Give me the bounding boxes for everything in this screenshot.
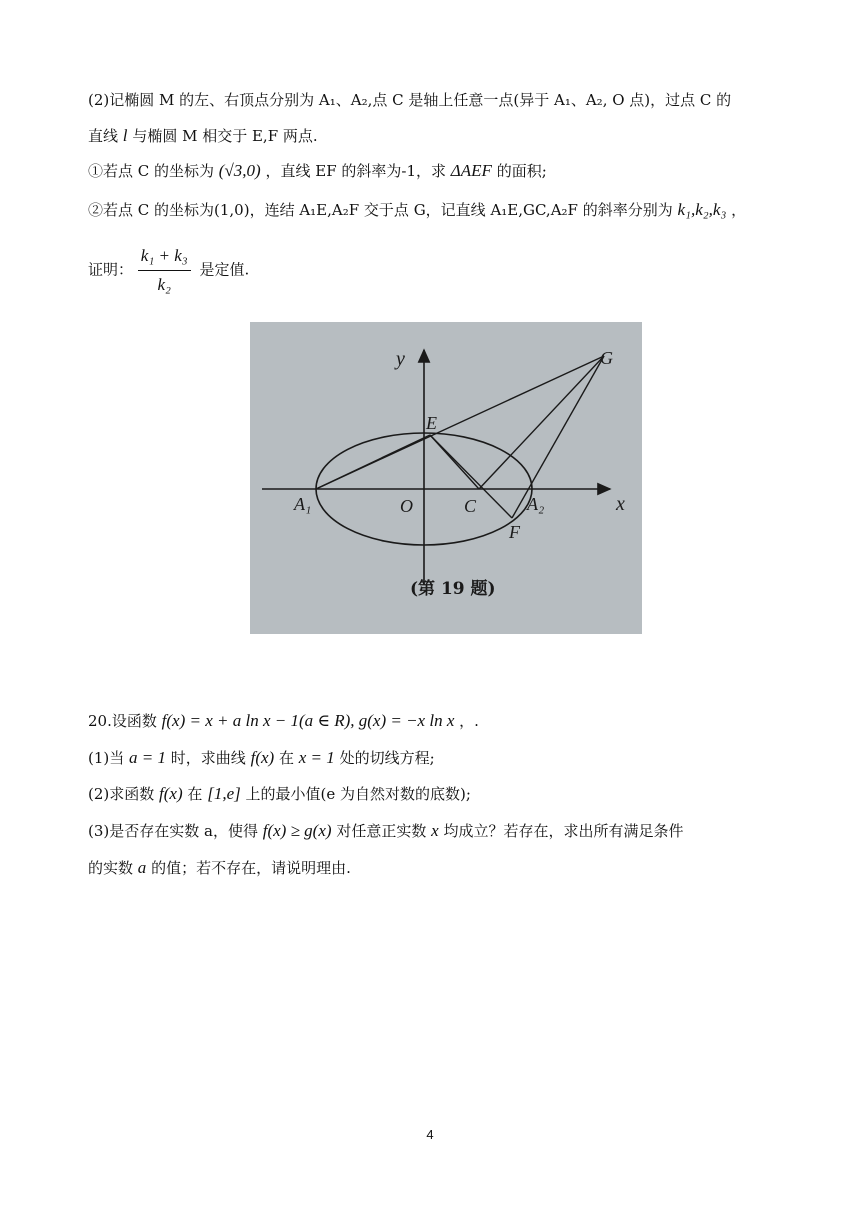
label-f: F <box>509 522 520 542</box>
label-a1: A₁ <box>294 494 312 514</box>
variable-a: a <box>137 858 147 877</box>
q20-p2-text-c: 上的最小值(e 为自然对数的底数); <box>245 785 471 803</box>
q20-p1-text-a: (1)当 <box>88 749 125 767</box>
q20-p3-line2-text-a: 的实数 <box>88 859 134 877</box>
label-g: G <box>600 348 613 368</box>
label-o: O <box>400 496 413 516</box>
q19-sub2-text-a: ②若点 C 的坐标为(1,0)，连结 A₁E,A₂F 交于点 G，记直线 A₁E,GC,A₂F 的斜率分别为 <box>88 201 673 219</box>
q20-p1-text-d: 处的切线方程; <box>339 749 435 767</box>
q19-part2-line1 <box>88 90 731 110</box>
q20-part2 <box>88 784 471 804</box>
q20-p1-text-b: 时，求曲线 <box>170 749 246 767</box>
q19-part2-text: (2)记椭圆 M 的左、右顶点分别为 A₁、A₂,点 C 是轴上任意一点(异于 A₁、A₂, O 点)，过点 C 的 <box>88 91 732 109</box>
function-definitions: f(x) = x + a ln x − 1(a ∈ R), g(x) = −x ln x <box>161 711 455 730</box>
fraction-numerator: k₁ + k₃ <box>138 244 191 271</box>
label-e: E <box>426 413 437 433</box>
point-c-coordinate: (√3,0) <box>218 161 261 180</box>
condition-a-equals-1: a = 1 <box>129 748 167 767</box>
q20-part3-line2 <box>88 858 351 878</box>
q20-p3-text-c: 均成立？若存在，求出所有满足条件 <box>443 822 684 840</box>
fraction-k1-plus-k3-over-k2 <box>138 244 191 297</box>
x-equals-1: x = 1 <box>298 748 335 767</box>
q20-number-text: 20.设函数 <box>88 712 157 730</box>
q19-sub1-text-b: ，直线 EF 的斜率为-1，求 <box>265 162 446 180</box>
variable-x: x <box>431 821 439 840</box>
q19-sub2 <box>88 200 746 220</box>
line-l-symbol: l <box>122 126 128 145</box>
label-y: y <box>396 348 405 370</box>
ellipse-diagram-svg <box>250 322 642 634</box>
q19-sub1-text-a: ①若点 C 的坐标为 <box>88 162 215 180</box>
q19-part2-line2 <box>88 126 318 146</box>
q20-p2-text-b: 在 <box>187 785 203 803</box>
slopes-k1-k2-k3: k₁,k₂,k₃ <box>677 200 727 219</box>
inequality-f-ge-g: f(x) ≥ g(x) <box>262 821 332 840</box>
figure-caption: (第 19 题) <box>410 579 496 599</box>
page-number: 4 <box>426 1127 434 1142</box>
proof-label: 证明： <box>88 260 134 279</box>
label-x: x <box>616 493 625 515</box>
label-a2: A₂ <box>527 494 545 514</box>
q20-p3-text-a: (3)是否存在实数 a，使得 <box>88 822 258 840</box>
q20-part3-line1 <box>88 821 683 841</box>
q20-intro-punct: ，. <box>459 712 479 730</box>
proof-text: 是定值. <box>199 260 250 279</box>
q20-part1 <box>88 748 435 768</box>
q19-part2-line2-text-b: 与椭圆 M 相交于 E,F 两点. <box>132 127 318 145</box>
q20-p2-text-a: (2)求函数 <box>88 785 155 803</box>
interval-1-e: [1,e] <box>207 784 241 803</box>
label-c: C <box>464 496 477 516</box>
q20-p3-line2-text-b: 的值；若不存在，请说明理由. <box>151 859 351 877</box>
fraction-denominator: k₂ <box>157 275 171 294</box>
q20-p1-text-c: 在 <box>278 749 294 767</box>
figure-ellipse-diagram <box>250 322 642 634</box>
f-of-x: f(x) <box>250 748 275 767</box>
q19-sub2-text-b: ， <box>731 201 747 219</box>
q20-p3-text-b: 对任意正实数 <box>336 822 427 840</box>
f-of-x: f(x) <box>159 784 183 803</box>
q20-intro <box>88 711 479 731</box>
q19-proof <box>88 244 249 297</box>
q19-sub1 <box>88 161 547 181</box>
triangle-aef: ΔAEF <box>450 161 492 180</box>
q19-sub1-text-c: 的面积; <box>496 162 547 180</box>
q19-part2-line2-text-a: 直线 <box>88 127 119 145</box>
